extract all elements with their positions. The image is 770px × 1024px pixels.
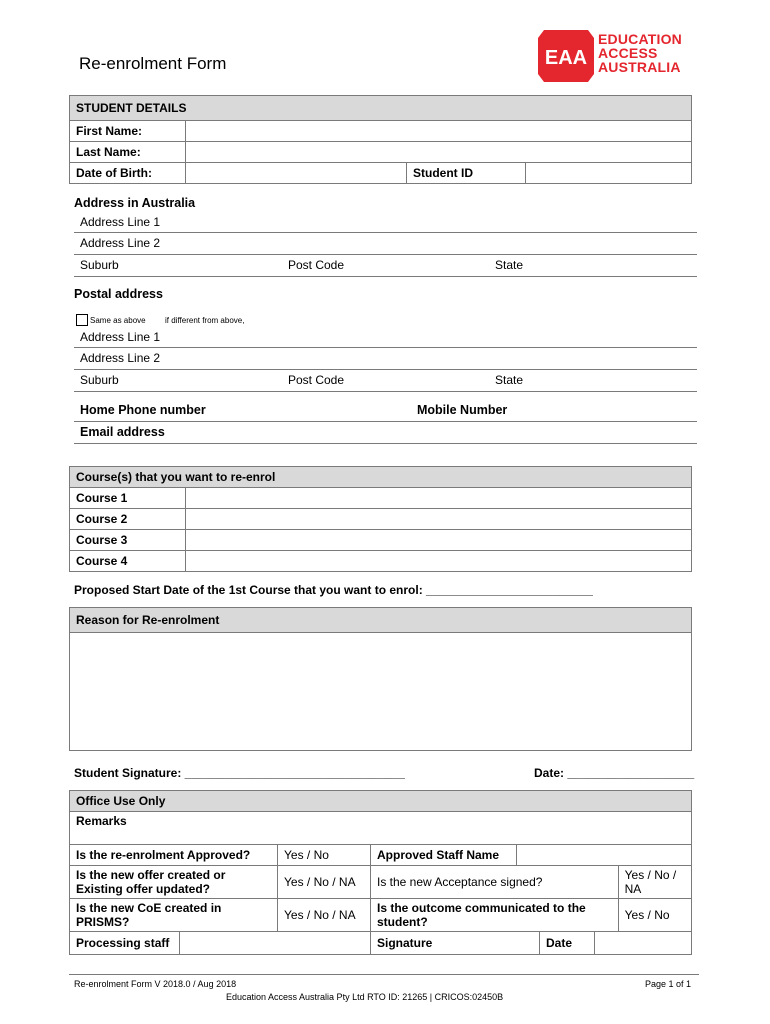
student-signature[interactable]: Student Signature: _________________________________ bbox=[74, 766, 405, 780]
address-heading: Address in Australia bbox=[74, 196, 196, 210]
course-label: Course 3 bbox=[70, 530, 186, 551]
signature-date[interactable]: Date: ___________________ bbox=[534, 766, 695, 780]
address-line2-label: Address Line 2 bbox=[80, 236, 161, 250]
first-name-label: First Name: bbox=[70, 121, 186, 142]
course-2-field[interactable] bbox=[186, 509, 692, 530]
coe-answer[interactable]: Yes / No / NA bbox=[278, 899, 371, 932]
processing-staff-label: Processing staff bbox=[70, 932, 180, 955]
last-name-field[interactable] bbox=[186, 142, 692, 163]
processing-date-field[interactable] bbox=[595, 932, 692, 955]
address-line2-field[interactable] bbox=[74, 254, 697, 255]
course-label: Course 1 bbox=[70, 488, 186, 509]
processing-signature-label: Signature bbox=[371, 932, 540, 955]
email-label: Email address bbox=[80, 425, 165, 439]
address-state-label: State bbox=[495, 258, 524, 272]
courses-header: Course(s) that you want to re-enrol bbox=[70, 467, 692, 488]
approved-question: Is the re-enrolment Approved? bbox=[70, 845, 278, 866]
approved-staff-field[interactable] bbox=[517, 845, 692, 866]
course-4-field[interactable] bbox=[186, 551, 692, 572]
outcome-question: Is the outcome communicated to the student? bbox=[371, 899, 619, 932]
reason-header: Reason for Re-enrolment bbox=[70, 608, 692, 633]
postal-line2-label: Address Line 2 bbox=[80, 351, 161, 365]
postal-state-label: State bbox=[495, 373, 524, 387]
postal-heading: Postal address bbox=[74, 287, 163, 301]
postal-suburb-field[interactable] bbox=[74, 391, 697, 392]
address-suburb-label: Suburb bbox=[80, 258, 119, 272]
postal-line2-field[interactable] bbox=[74, 369, 697, 370]
processing-staff-field[interactable] bbox=[180, 932, 371, 955]
course-label: Course 4 bbox=[70, 551, 186, 572]
home-phone-label: Home Phone number bbox=[80, 403, 206, 417]
phone-field[interactable] bbox=[74, 421, 697, 422]
footer-version: Re-enrolment Form V 2018.0 / Aug 2018 bbox=[74, 979, 237, 989]
postal-suburb-label: Suburb bbox=[80, 373, 119, 387]
offer-question: Is the new offer created or Existing offer updated? bbox=[70, 866, 278, 899]
first-name-field[interactable] bbox=[186, 121, 692, 142]
approved-staff-label: Approved Staff Name bbox=[371, 845, 517, 866]
course-1-field[interactable] bbox=[186, 488, 692, 509]
offer-answer[interactable]: Yes / No / NA bbox=[278, 866, 371, 899]
logo-mark: EAA bbox=[544, 47, 588, 69]
eaa-logo-icon bbox=[536, 24, 596, 88]
postal-line1-field[interactable] bbox=[74, 347, 697, 348]
course-3-field[interactable] bbox=[186, 530, 692, 551]
footer-page: Page 1 of 1 bbox=[645, 979, 692, 989]
processing-table bbox=[69, 931, 692, 955]
dob-field[interactable] bbox=[186, 163, 407, 184]
address-line1-label: Address Line 1 bbox=[80, 215, 161, 229]
acceptance-question: Is the new Acceptance signed? bbox=[371, 866, 619, 899]
office-use-header: Office Use Only bbox=[70, 791, 692, 812]
postal-postcode-label: Post Code bbox=[288, 373, 345, 387]
office-use-table bbox=[69, 790, 692, 932]
last-name-label: Last Name: bbox=[70, 142, 186, 163]
acceptance-answer[interactable]: Yes / No / NA bbox=[618, 866, 691, 899]
address-postcode-label: Post Code bbox=[288, 258, 345, 272]
course-label: Course 2 bbox=[70, 509, 186, 530]
approved-answer[interactable]: Yes / No bbox=[278, 845, 371, 866]
reason-table bbox=[69, 607, 692, 751]
logo-text: EDUCATION ACCESS AUSTRALIA bbox=[598, 31, 682, 75]
remarks-label: Remarks bbox=[70, 812, 692, 845]
proposed-start-date[interactable]: Proposed Start Date of the 1st Course that you want to enrol: _________________________ bbox=[74, 583, 593, 597]
same-as-above-label: Same as above bbox=[90, 316, 146, 325]
reason-field[interactable] bbox=[70, 633, 692, 751]
mobile-label: Mobile Number bbox=[417, 403, 508, 417]
address-suburb-field[interactable] bbox=[74, 276, 697, 277]
student-id-label: Student ID bbox=[407, 163, 526, 184]
same-as-above-checkbox[interactable] bbox=[76, 314, 88, 326]
student-details-header: STUDENT DETAILS bbox=[70, 96, 692, 121]
footer-company: Education Access Australia Pty Ltd RTO ID: 21265 | CRICOS:02450B bbox=[226, 992, 504, 1002]
dob-label: Date of Birth: bbox=[70, 163, 186, 184]
eaa-logo bbox=[536, 24, 696, 88]
page-title: Re-enrolment Form bbox=[79, 54, 227, 73]
email-field[interactable] bbox=[74, 443, 697, 444]
student-id-field[interactable] bbox=[526, 163, 692, 184]
courses-table bbox=[69, 466, 692, 572]
postal-line1-label: Address Line 1 bbox=[80, 330, 161, 344]
processing-date-label: Date bbox=[540, 932, 595, 955]
student-details-table bbox=[69, 95, 692, 184]
coe-question: Is the new CoE created in PRISMS? bbox=[70, 899, 278, 932]
outcome-answer[interactable]: Yes / No bbox=[618, 899, 691, 932]
address-line1-field[interactable] bbox=[74, 232, 697, 233]
if-different-label: if different from above, bbox=[165, 316, 245, 325]
footer-divider bbox=[69, 974, 699, 975]
